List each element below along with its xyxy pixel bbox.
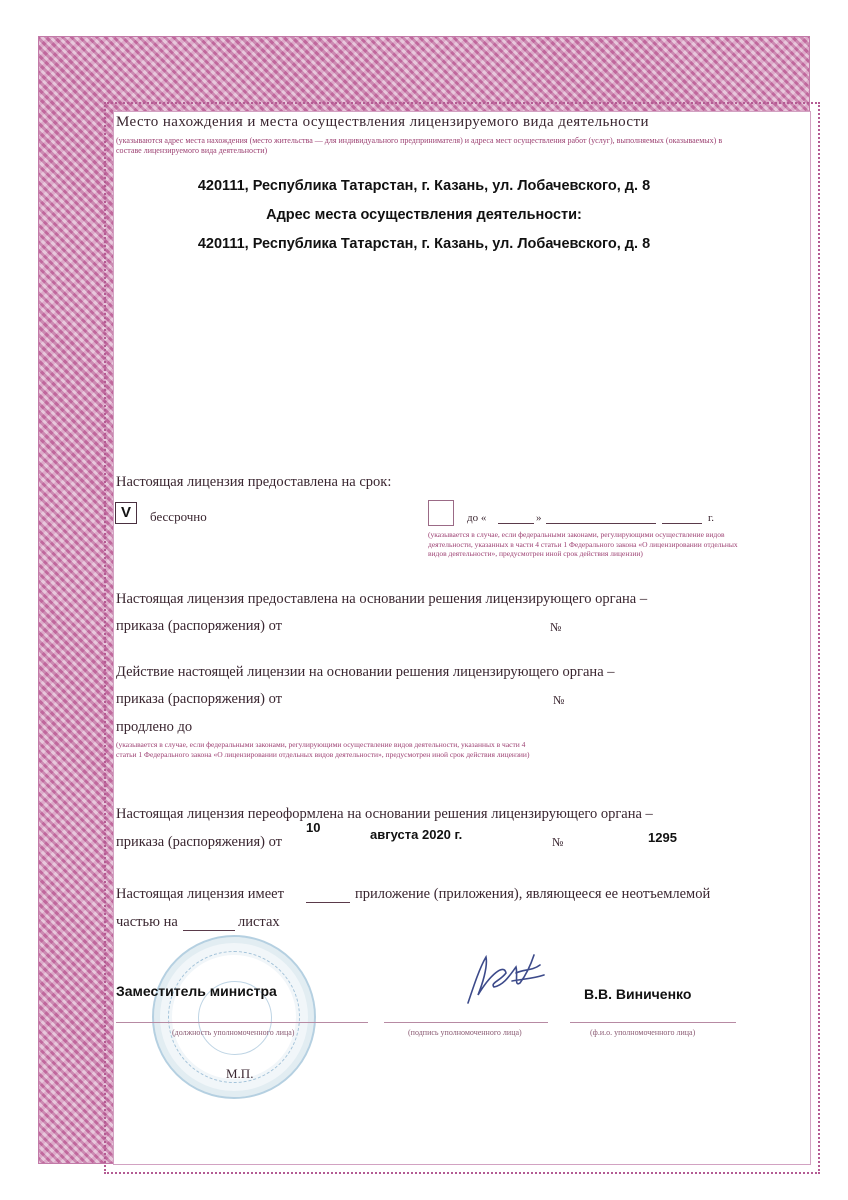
extended-until-label: продлено до xyxy=(116,719,193,735)
grant-number-sign: № xyxy=(550,620,562,634)
reissue-month-year: августа 2020 г. xyxy=(370,827,463,842)
appendix-sheets-line xyxy=(183,930,235,931)
appendix-line-1b: приложение (приложения), являющееся ее неотъемлемой xyxy=(355,886,711,902)
appendix-count-line xyxy=(306,902,350,903)
position-line xyxy=(116,1022,368,1023)
handwritten-signature xyxy=(460,945,550,1015)
reissue-number: 1295 xyxy=(648,830,677,845)
until-checkbox xyxy=(428,500,454,526)
until-suffix: г. xyxy=(708,512,715,524)
until-mid: » xyxy=(536,512,542,524)
extend-note: (указывается в случае, если федеральными законами, регулирующими осуществление видов деятельности, указанных в части 4 статьи 1 Федерального закона «О лицензировании отдельных видов деятельности», предусмотрен иной срок действия лицензии) xyxy=(116,740,530,759)
reissue-line-1: Настоящая лицензия переоформлена на основании решения лицензирующего органа – xyxy=(116,806,653,822)
position-note: (должность уполномоченного лица) xyxy=(172,1028,295,1037)
location-label: Место нахождения и места осуществления лицензируемого вида деятельности xyxy=(116,114,649,130)
signatory-name: В.В. Виниченко xyxy=(584,986,692,1002)
activity-address-label: Адрес места осуществления деятельности: xyxy=(266,207,582,223)
reissue-day: 10 xyxy=(306,820,321,835)
reissue-line-2: приказа (распоряжения) от xyxy=(116,834,282,850)
indefinite-checkbox: V xyxy=(115,502,137,524)
name-line xyxy=(570,1022,736,1023)
until-month-line xyxy=(546,523,656,524)
term-label: Настоящая лицензия предоставлена на срок: xyxy=(116,474,392,490)
extend-number-sign: № xyxy=(553,693,565,707)
signatory-position: Заместитель министра xyxy=(116,983,277,999)
indefinite-label: бессрочно xyxy=(150,509,207,524)
signature-line xyxy=(384,1022,548,1023)
seal-place-label: М.П. xyxy=(226,1066,254,1081)
signature-note: (подпись уполномоченного лица) xyxy=(408,1028,522,1037)
name-note: (ф.и.о. уполномоченного лица) xyxy=(590,1028,696,1037)
appendix-line-2a: частью на xyxy=(116,914,178,930)
extend-line-2: приказа (распоряжения) от xyxy=(116,691,282,707)
legal-address: 420111, Республика Татарстан, г. Казань, ул. Лобачевского, д. 8 xyxy=(197,178,651,194)
until-year-line xyxy=(662,523,702,524)
grant-line-1: Настоящая лицензия предоставлена на основании решения лицензирующего органа – xyxy=(116,591,648,607)
reissue-number-sign: № xyxy=(552,835,564,849)
appendix-line-2b: листах xyxy=(238,914,280,930)
until-note: (указывается в случае, если федеральными законами, регулирующими осуществление видов деятельности, указанных в части 4 статьи 1 Федерального закона «О лицензировании отдельных видов деятельности», предусмотрен иной срок действия лицензии) xyxy=(428,530,738,558)
until-day-line xyxy=(498,523,534,524)
appendix-line-1a: Настоящая лицензия имеет xyxy=(116,886,284,902)
location-note: (указываются адрес места нахождения (место жительства — для индивидуального предпринимателя) и адреса мест осуществления работ (услуг), выполняемых (оказываемых) в составе лицензируемого вида деятельности) xyxy=(116,136,723,155)
extend-line-1: Действие настоящей лицензии на основании решения лицензирующего органа – xyxy=(116,664,615,680)
grant-line-2: приказа (распоряжения) от xyxy=(116,618,282,634)
activity-address: 420111, Республика Татарстан, г. Казань, ул. Лобачевского, д. 8 xyxy=(197,236,651,252)
until-prefix: до « xyxy=(467,512,487,524)
